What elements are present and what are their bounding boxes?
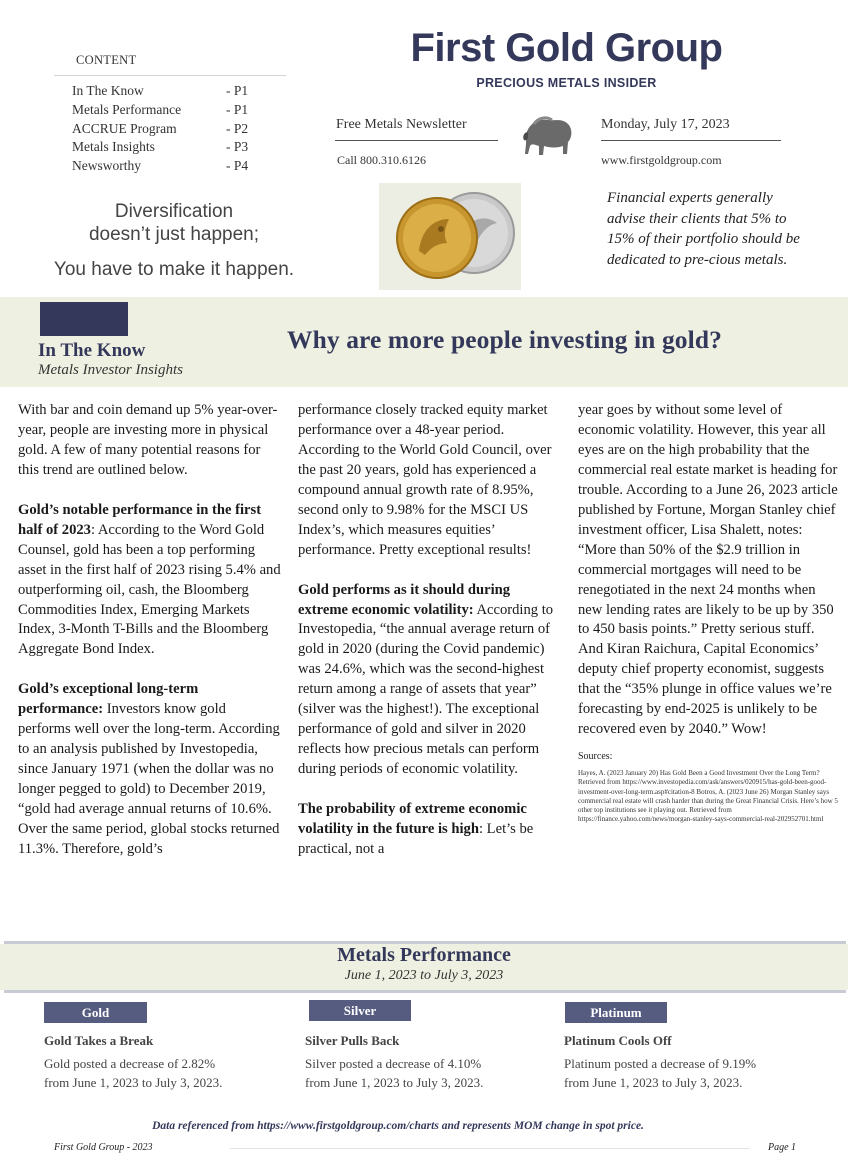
website-link[interactable]: www.firstgoldgroup.com: [601, 153, 722, 167]
metal-summary: Silver posted a decrease of 4.10% from June 1, 2023 to July 3, 2023.: [305, 1056, 484, 1090]
data-reference-note: Data referenced from https://www.firstgoldgroup.com/charts and represents MOM change in spot price.: [152, 1120, 644, 1132]
slogan: [34, 200, 314, 281]
slogan-line: doesn’t just happen;: [88, 224, 260, 245]
section-title: In The Know: [38, 340, 146, 361]
toc-item-label: In The Know: [72, 83, 144, 98]
toc-divider: [54, 75, 286, 76]
paragraph-text: According to Investopedia, “the annual average return of gold in 2020 (during the Covid pandemic) was 24.6%, which was the second-highest return among a range of assets that year” (silver was the highest!). The exceptional performance of gold and silver in 2020 reflects how precious metals can perform during periods of economic volatility.: [298, 601, 554, 778]
metal-heading: Platinum Cools Off: [564, 1033, 672, 1048]
performance-title: Metals Performance: [337, 944, 511, 966]
gold-silver-coins-image: [379, 183, 521, 290]
paragraph-text: : According to the Word Gold Counsel, gold has been a top performing asset in the first half of 2023 rising 5.4% and outperforming oil, cash, the Bloomberg Commodities Index, Emerging Markets Index, 3-Month T-Bills and the Bloomberg Aggregate Bond Index.: [18, 521, 281, 658]
toc-title: CONTENT: [76, 53, 137, 67]
performance-period: June 1, 2023 to July 3, 2023: [344, 968, 504, 983]
brand-tagline: PRECIOUS METALS INSIDER: [476, 76, 657, 90]
performance-divider-bottom: [4, 990, 846, 993]
paragraph-lead: The probability of extreme economic volatility in the future is high: [298, 801, 527, 837]
phone-number[interactable]: Call 800.310.6126: [337, 153, 426, 167]
newsletter-divider: [335, 140, 498, 141]
metal-summary: Platinum posted a decrease of 9.19% from June 1, 2023 to July 3, 2023.: [564, 1056, 757, 1090]
toc-item[interactable]: [72, 121, 262, 137]
date-divider: [601, 140, 781, 141]
issue-date: Monday, July 17, 2023: [601, 117, 730, 132]
section-accent-block: [40, 302, 128, 336]
toc-item-page: - P2: [226, 121, 249, 136]
toc-item[interactable]: [72, 83, 262, 99]
footer-divider: [230, 1148, 750, 1149]
newsletter-label: Free Metals Newsletter: [336, 117, 467, 132]
article-column-1: [18, 401, 282, 880]
toc-item-page: - P4: [226, 158, 249, 173]
metal-tag-gold: Gold: [44, 1002, 147, 1023]
brand-title: First Gold Group: [410, 26, 723, 70]
footer-page-number: Page 1: [768, 1142, 797, 1153]
toc-item-label: Metals Performance: [72, 102, 182, 117]
toc-item[interactable]: [72, 102, 262, 118]
toc-item-page: - P1: [226, 102, 249, 117]
paragraph-text: : Let’s be practical, not a: [298, 820, 534, 857]
slogan-line: You have to make it happen.: [53, 259, 295, 280]
paragraph: [298, 581, 560, 781]
section-subtitle: Metals Investor Insights: [38, 362, 183, 378]
toc-item-label: Newsworthy: [72, 158, 141, 173]
toc-item-label: Metals Insights: [72, 139, 155, 154]
metal-heading: Silver Pulls Back: [305, 1033, 400, 1048]
toc-item[interactable]: [72, 139, 262, 155]
paragraph-lead: Gold’s exceptional long-term performance:: [18, 681, 199, 718]
slogan-line: Diversification: [114, 201, 234, 222]
article-column-2: [298, 401, 560, 880]
article-column-3: [578, 401, 840, 824]
bison-icon: [520, 108, 576, 166]
paragraph-lead: Gold’s notable performance in the first half of 2023: [18, 501, 262, 538]
paragraph-lead: Gold performs as it should during extreme economic volatility:: [298, 581, 511, 618]
paragraph: performance closely tracked equity market performance over a 48-year period. According to the World Gold Council, over the past 20 years, gold has experienced a compound annual growth rate of 8.95%, second only to 9.98% for the MSCI US Index’s, which measures equities’ performance. Pretty exceptional results!: [298, 402, 552, 558]
sources-heading: Sources:: [578, 751, 613, 763]
metal-summary: Gold posted a decrease of 2.82% from June 1, 2023 to July 3, 2023.: [44, 1056, 223, 1090]
paragraph: [18, 680, 282, 860]
toc-item[interactable]: [72, 158, 262, 174]
toc-item-label: ACCRUE Program: [72, 121, 177, 136]
toc-item-page: - P1: [226, 83, 249, 98]
expert-quote: Financial experts generally advise their clients that 5% to 15% of their portfolio should be dedicated to pre-cious metals.: [607, 190, 800, 268]
paragraph: year goes by without some level of economic volatility. However, this year all eyes are on the high probability that the commercial real estate market is heading for trouble. According to a June 26, 2023 article published by Fortune, Morgan Stanley chief investment officer, Lisa Shalett, notes: “More than 50% of the $2.9 trillion in commercial mortgages will need to be renegotiated in the next 24 months when new lending rates are likely to be up by 350 to 450 basis points.” Pretty serious stuff. And Kiran Raichura, Capital Economics’ deputy chief property economist, suggests that the “35% plunge in office values we’re forecasting by end-2025 is unlikely to be recovered even by 2040.” Wow!: [578, 402, 838, 738]
paragraph: [298, 800, 560, 860]
paragraph: With bar and coin demand up 5% year-over-year, people are investing more in physical gold. A few of many potential reasons for this trend are outlined below.: [18, 402, 278, 478]
metal-tag-platinum: Platinum: [565, 1002, 667, 1023]
sources-text: Hayes, A. (2023 January 20) Has Gold Been a Good Investment Over the Long Term? Retrieved from https://www.investopedia.com/ask/answers/020915/has-gold-been-good-investment-over-long-term.asp#citation-8 Botros, A. (2023 June 26) Morgan Stanley says commercial real estate will crash harder than during the Great Financial Crisis. Here’s how 5 other top institutions see it playing out. Retrieved from https://finance.yahoo.com/news/morgan-stanley-says-commercial-real-202952701.html: [578, 769, 838, 824]
article-headline: Why are more people investing in gold?: [287, 325, 722, 354]
paragraph: [18, 501, 282, 661]
toc-item-page: - P3: [226, 139, 249, 154]
footer-copyright: First Gold Group - 2023: [54, 1142, 153, 1153]
metal-heading: Gold Takes a Break: [44, 1033, 154, 1048]
metal-tag-silver: Silver: [309, 1000, 411, 1021]
paragraph-text: Investors know gold performs well over the long-term. According to an analysis published by Investopedia, since January 1971 (when the dollar was no longer pegged to gold) to December 2019, “gold had average annual returns of 10.6%. Over the same period, global stocks returned 11.3%. Therefore, gold’s: [18, 701, 280, 857]
